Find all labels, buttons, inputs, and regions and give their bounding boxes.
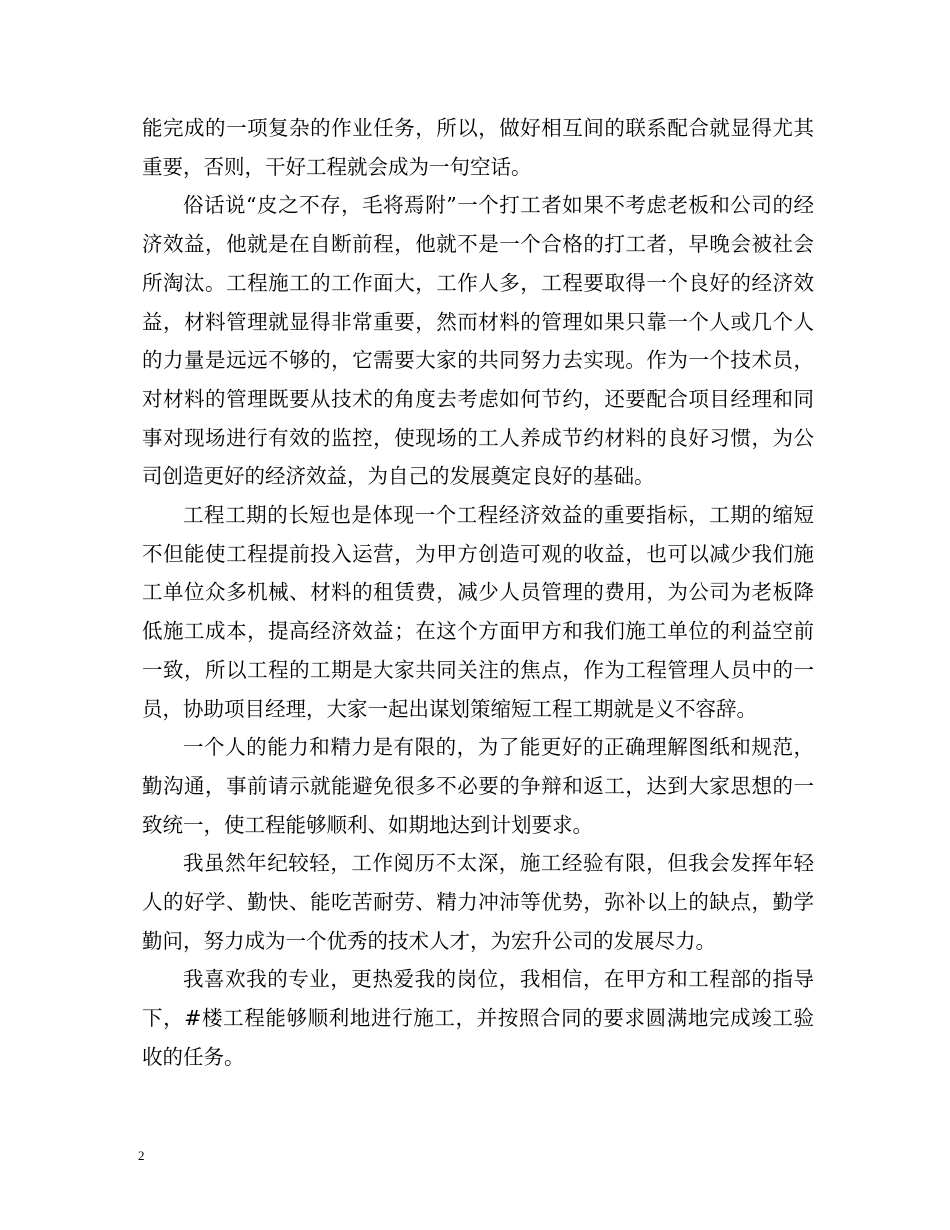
paragraph-self-improvement: 我虽然年纪较轻，工作阅历不太深，施工经验有限，但我会发挥年轻人的好学、勤快、能吃苦耐劳、精力冲沛等优势，弥补以上的缺点，勤学勤问，努力成为一个优秀的技术人才，为宏升公司的发展尽力。 [142,851,814,953]
paragraph-continued: 能完成的一项复杂的作业任务，所以，做好相互间的联系配合就显得尤其重要，否则，干好工程就会成为一句空话。 [142,116,814,179]
paragraph-material-management: 俗话说“皮之不存，毛将焉附”一个打工者如果不考虑老板和公司的经济效益，他就是在自断前程，他就不是一个合格的打工者，早晚会被社会所淘汰。工程施工的工作面大，工作人多，工程要取得一个良好的经济效益，材料管理就显得非常重要，然而材料的管理如果只靠一个人或几个人的力量是远远不够的，它需要大家的共同努力去实现。作为一个技术员，对材料的管理既要从技术的角度去考虑如何节约，还要配合项目经理和同事对现场进行有效的监控，使现场的工人养成节约材料的良好习惯，为公司创造更好的经济效益，为自己的发展奠定良好的基础。 [142,193,814,489]
paragraph-conclusion: 我喜欢我的专业，更热爱我的岗位，我相信，在甲方和工程部的指导下，#楼工程能够顺利地进行施工，并按照合同的要求圆满地完成竣工验收的任务。 [142,967,814,1069]
page-number: 2 [138,1148,145,1163]
paragraph-construction-schedule: 工程工期的长短也是体现一个工程经济效益的重要指标，工期的缩短不但能使工程提前投入运营，为甲方创造可观的收益，也可以减少我们施工单位众多机械、材料的租赁费，减少人员管理的费用，为公司为老板降低施工成本，提高经济效益；在这个方面甲方和我们施工单位的利益空前一致，所以工程的工期是大家共同关注的焦点，作为工程管理人员中的一员，协助项目经理，大家一起出谋划策缩短工程工期就是义不容辞。 [142,503,814,721]
paragraph-communication: 一个人的能力和精力是有限的，为了能更好的正确理解图纸和规范，勤沟通，事前请示就能避免很多不必要的争辩和返工，达到大家思想的一致统一，使工程能够顺利、如期地达到计划要求。 [142,735,814,837]
document-body [142,109,814,1077]
